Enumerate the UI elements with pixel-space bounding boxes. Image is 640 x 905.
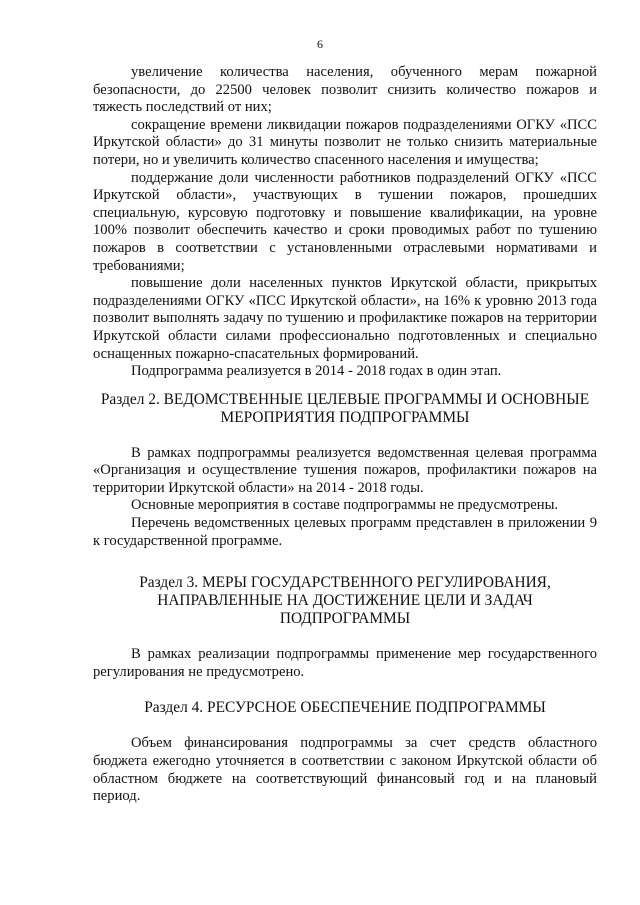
section-4-heading: Раздел 4. РЕСУРСНОЕ ОБЕСПЕЧЕНИЕ ПОДПРОГРАММЫ (144, 699, 546, 717)
section-3-heading-line: ПОДПРОГРАММЫ (279, 610, 411, 628)
section-3-heading-line: НАПРАВЛЕННЫЕ НА ДОСТИЖЕНИЕ ЦЕЛИ И ЗАДАЧ (157, 592, 533, 610)
section-2-heading (93, 391, 597, 427)
section-3-heading-line: Раздел 3. МЕРЫ ГОСУДАРСТВЕННОГО РЕГУЛИРОВАНИЯ, (139, 574, 551, 592)
stage-sentence: Подпрограмма реализуется в 2014 - 2018 годах в один этап. (131, 363, 502, 380)
section-2-paragraph: Основные мероприятия в составе подпрограммы не предусмотрены. (131, 497, 559, 514)
section-3-paragraph: В рамках реализации подпрограммы применение мер государственного регулирования не предусмотрено. (93, 646, 597, 680)
section-2-paragraph: Перечень ведомственных целевых программ представлен в приложении 9 к государственной программе. (93, 515, 597, 549)
document-body (93, 64, 597, 806)
list-item: увеличение количества населения, обученного мерам пожарной безопасности, до 22500 человек позволит снизить количество пожаров и тяжесть последствий от них; (93, 64, 597, 116)
section-3-heading (93, 574, 597, 628)
section-4-paragraph: Объем финансирования подпрограммы за счет средств областного бюджета ежегодно уточняется в соответствии с законом Иркутской области об областном бюджете на соответствующий финансовый год и на плановый период. (93, 735, 597, 805)
list-item: повышение доли населенных пунктов Иркутской области, прикрытых подразделениями ОГКУ «ПСС Иркутской области», на 16% к уровню 2013 года позволит выполнять задачу по тушению и профилактике пожаров на территории Иркутской области силами профессионально подготовленных и специально оснащенных пожарно-спасательных формирований. (93, 275, 597, 362)
section-2-heading-line: МЕРОПРИЯТИЯ ПОДПРОГРАММЫ (220, 408, 470, 426)
section-2-paragraph: В рамках подпрограммы реализуется ведомственная целевая программа «Организация и осуществление тушения пожаров, профилактики пожаров на территории Иркутской области» на 2014 - 2018 годы. (93, 444, 597, 496)
section-2-heading-line: Раздел 2. ВЕДОМСТВЕННЫЕ ЦЕЛЕВЫЕ ПРОГРАММЫ И ОСНОВНЫЕ (100, 390, 590, 408)
page-number: 6 (317, 37, 323, 51)
list-item: поддержание доли численности работников подразделений ОГКУ «ПСС Иркутской области», участвующих в тушении пожаров, прошедших специальную, курсовую подготовку и повышение квалификации, на уровне 100% позволит обеспечить качество и сроки проводимых работ по тушению пожаров в соответствии с установленными отраслевыми нормативами и требованиями; (93, 169, 597, 274)
list-item: сокращение времени ликвидации пожаров подразделениями ОГКУ «ПСС Иркутской области» до 31 минуты позволит не только снизить материальные потери, но и увеличить количество спасенного населения и имущества; (93, 116, 597, 168)
